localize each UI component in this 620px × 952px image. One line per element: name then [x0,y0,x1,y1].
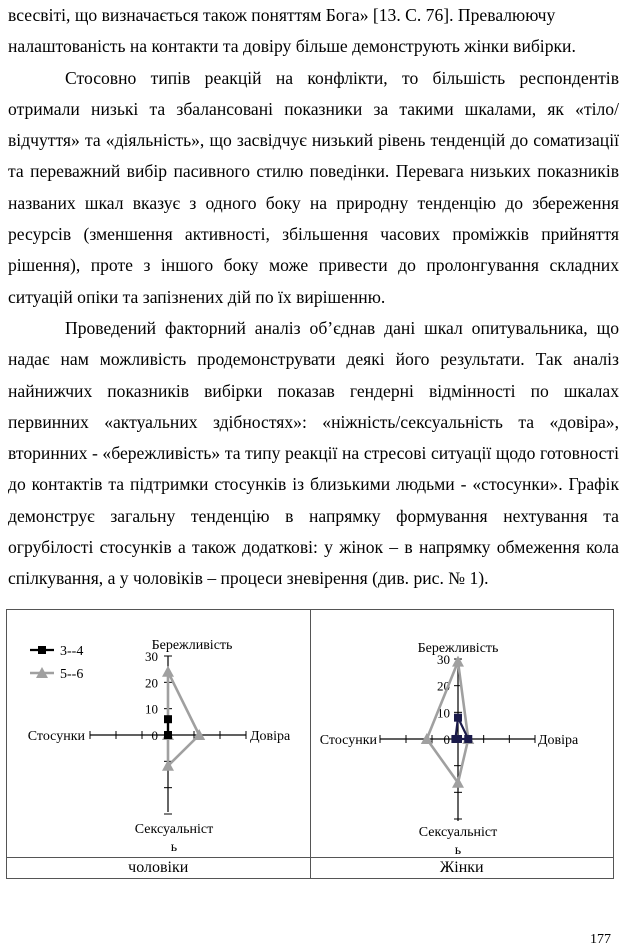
data-point-3-4 [451,735,459,743]
r-tick-label: 0 [151,728,158,743]
caption-women: Жінки [310,858,614,879]
legend-label-5-6: 5--6 [60,667,84,682]
text-line: «тіло/відчуття» та «діяльність», що засвідчує низький рівень тенденцій до [8,98,619,151]
text-line: отримали низькі та збалансовані показники за такими шкалами, як [8,98,564,119]
axis-label-2: Довіра [538,733,579,748]
data-point-3-4 [164,731,172,739]
text-line: прийняття рішення), проте з іншого боку може привести до пролонгування [8,224,619,276]
text-line: найнижчих показників вибірки показав гендерні відмінності по шкалах [8,380,619,401]
axis-label-1: Бережливість [417,641,499,656]
data-point-3-4 [164,715,172,723]
text-line: складних ситуацій опіки та запізнених дій по їх вирішенню. [8,255,619,307]
page-number: 177 [590,932,611,947]
legend-marker-3-4 [38,646,46,654]
caption-men: чоловіки [7,858,311,879]
r-tick-label: 30 [145,649,158,664]
r-tick-label: 10 [145,701,158,717]
series-line-5-6 [168,672,199,766]
axis-label-4: Стосунки [319,733,377,748]
text-line: готовності до контактів та підтримки стосунків із близькими людьми - [8,443,619,495]
data-point-5-6 [162,666,174,677]
text-line: первинних «актуальних здібностях»: «ніжність/сексуальність та «довіра», [8,411,619,432]
data-point-3-4 [464,735,472,743]
r-tick-label: 0 [443,732,450,747]
r-tick-label: 10 [437,705,450,721]
r-tick-label: 20 [145,675,158,691]
text-line: вторинних - «бережливість» та типу реакції на стресові ситуації щодо [8,443,536,464]
text-line: збереження ресурсів (зменшення активності, збільшення часових проміжків [8,192,619,245]
data-point-5-6 [452,656,464,667]
r-tick-label: 30 [437,652,450,667]
axis-label-3: Сексуальніст [418,825,498,840]
axis-label-3: ь [170,840,178,855]
text-line: показників названих шкал вказує з одного боку на природну тенденцію до [8,161,620,213]
text-line: 1). [469,568,489,589]
text-line: налаштованість на контакти та довіру більше демонструють жінки вибірки. [8,36,576,57]
text-line: нехтування та огрубілості стосунків а також додаткові: у жінок – в напрямку [8,505,619,558]
axis-label-1: Бережливість [151,638,233,653]
text-line: надає нам можливість продемонструвати деякі його результати. Так аналіз [8,349,619,370]
text-line: обмеження кола спілкування, а у чоловіків – процеси зневірення (див. рис. № [8,537,619,589]
radar-chart-men [6,609,308,857]
body-text [8,0,619,595]
legend-label-3-4: 3--4 [60,644,84,659]
paragraph-2 [8,63,619,313]
axis-label-2: Довіра [250,729,291,744]
text-line: «стосунки». Графік демонструє загальну тенденцію в напрямку формування [8,474,619,526]
axis-label-3: Сексуальніст [134,822,214,837]
text-line: Стосовно типів реакцій на конфлікти, то більшість респондентів [65,67,619,88]
paragraph-3 [8,313,619,595]
data-point-3-4 [454,714,462,722]
axis-label-3: ь [454,843,462,858]
radar-chart-women [308,609,614,857]
text-line: соматизації та переважний вибір пасивного стилю поведінки. Перевага низьких [8,130,619,182]
r-tick-label: 20 [437,678,450,694]
paragraph-1 [8,0,619,63]
axis-label-4: Стосунки [27,729,85,744]
text-line: Проведений факторний аналіз об’єднав дані шкал опитувальника, що [65,317,619,338]
text-line: всесвіті, що визначається також поняттям Бога» [13. С. 76]. Превалюючу [8,5,556,25]
